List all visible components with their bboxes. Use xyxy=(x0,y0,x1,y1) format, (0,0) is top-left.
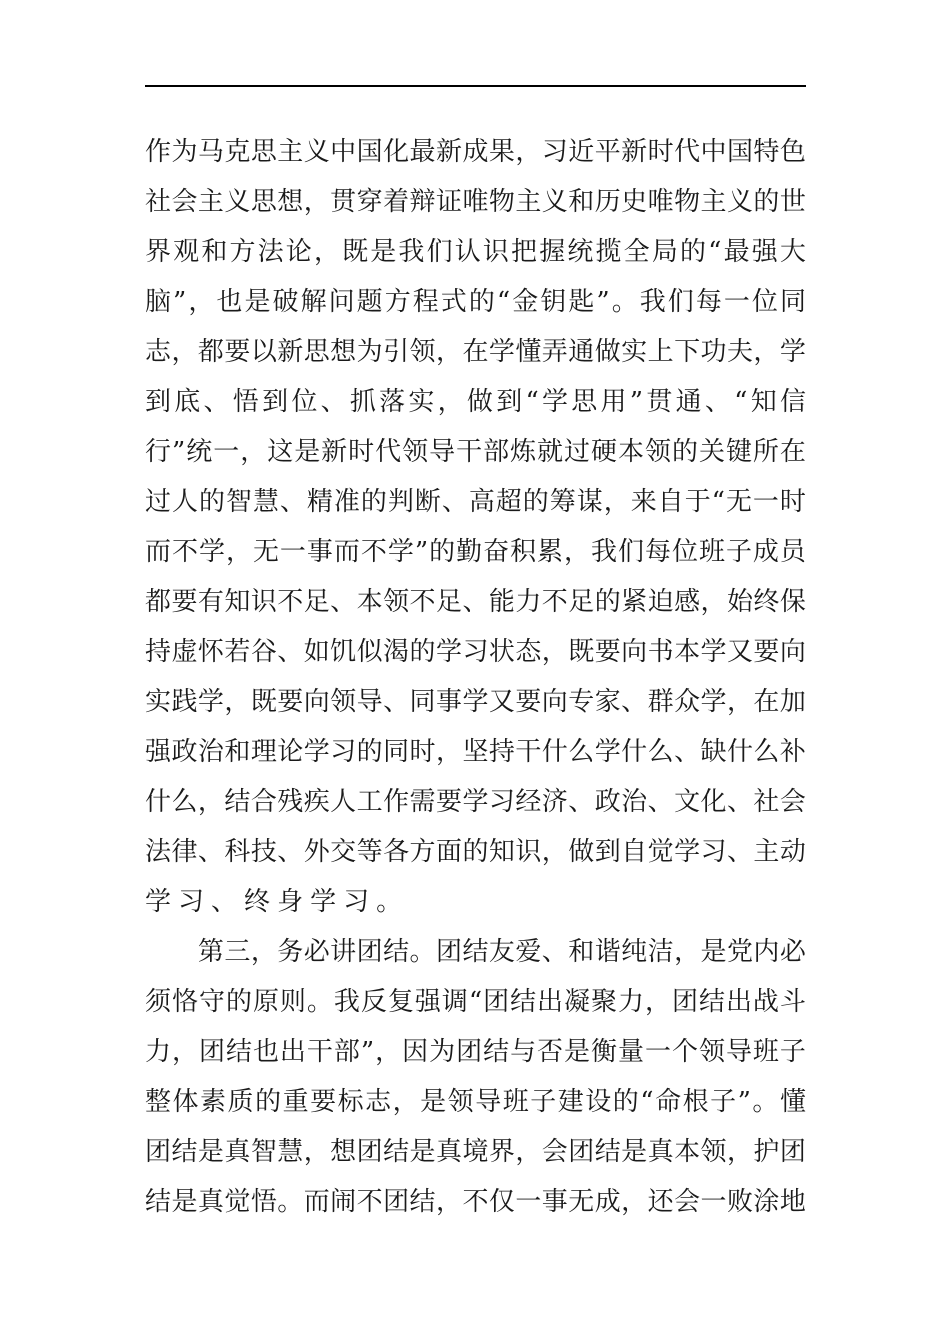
text-line: 须 恪 守 的 原 则 。 我 反 复 强 调 “ 团 结 出 凝 聚 力 ， 团 结 出 战 斗 xyxy=(145,987,806,1017)
text-line: 力 ， 团 结 也 出 干 部 ” ， 因 为 团 结 与 否 是 衡 量 一 个 领 导 班 子 xyxy=(145,1037,806,1067)
text-line: 第 三 ， 务 必 讲 团 结 。 团 结 友 爱 、 和 谐 纯 洁 ， 是 党 内 必 xyxy=(197,937,806,967)
text-line: 都 要 有 知 识 不 足 、 本 领 不 足 、 能 力 不 足 的 紧 迫 感 ， 始 终 保 xyxy=(145,587,806,617)
text-line: 强 政 治 和 理 论 学 习 的 同 时 ， 坚 持 干 什 么 学 什 么 、 缺 什 么 补 xyxy=(145,737,806,767)
text-line: 志 ， 都 要 以 新 思 想 为 引 领 ， 在 学 懂 弄 通 做 实 上 下 功 夫 ， 学 xyxy=(145,337,806,367)
text-line: 过 人 的 智 慧 、 精 准 的 判 断 、 高 超 的 筹 谋 ， 来 自 于 “ 无 一 时 xyxy=(145,487,806,517)
document-body xyxy=(145,127,806,1227)
text-line: 持 虚 怀 若 谷 、 如 饥 似 渴 的 学 习 状 态 ， 既 要 向 书 本 学 又 要 向 xyxy=(145,637,806,667)
text-line: 而 不 学 ， 无 一 事 而 不 学 ” 的 勤 奋 积 累 ， 我 们 每 位 班 子 成 员 xyxy=(145,537,806,567)
text-line: 什 么 ， 结 合 残 疾 人 工 作 需 要 学 习 经 济 、 政 治 、 文 化 、 社 会 xyxy=(145,787,806,817)
text-line: 行 ” 统 一 ， 这 是 新 时 代 领 导 干 部 炼 就 过 硬 本 领 的 关 键 所 在 xyxy=(145,437,806,467)
text-line: 到 底 、 悟 到 位 、 抓 落 实 ， 做 到 “ 学 思 用 ” 贯 通 、 “ 知 信 xyxy=(145,387,806,417)
text-line: 脑 ” ， 也 是 破 解 问 题 方 程 式 的 “ 金 钥 匙 ” 。 我 们 每 一 位 同 xyxy=(145,287,806,317)
header-rule xyxy=(145,85,806,87)
text-line: 实 践 学 ， 既 要 向 领 导 、 同 事 学 又 要 向 专 家 、 群 众 学 ， 在 加 xyxy=(145,687,806,717)
text-line: 作 为 马 克 思 主 义 中 国 化 最 新 成 果 ， 习 近 平 新 时 代 中 国 特 色 xyxy=(145,137,806,167)
text-line: 整 体 素 质 的 重 要 标 志 ， 是 领 导 班 子 建 设 的 “ 命 根 子 ” 。 懂 xyxy=(145,1087,806,1117)
text-line: 结 是 真 觉 悟 。 而 闹 不 团 结 ， 不 仅 一 事 无 成 ， 还 会 一 败 涂 地 xyxy=(145,1187,806,1217)
text-line: 团 结 是 真 智 慧 ， 想 团 结 是 真 境 界 ， 会 团 结 是 真 本 领 ， 护 团 xyxy=(145,1137,806,1167)
text-line: 界 观 和 方 法 论 ， 既 是 我 们 认 识 把 握 统 揽 全 局 的 “ 最 强 大 xyxy=(145,237,806,267)
text-line: 社 会 主 义 思 想 ， 贯 穿 着 辩 证 唯 物 主 义 和 历 史 唯 物 主 义 的 世 xyxy=(145,187,806,217)
text-line: 学 习 、 终 身 学 习 。 xyxy=(145,887,403,917)
text-line: 法 律 、 科 技 、 外 交 等 各 方 面 的 知 识 ， 做 到 自 觉 学 习 、 主 动 xyxy=(145,837,806,867)
